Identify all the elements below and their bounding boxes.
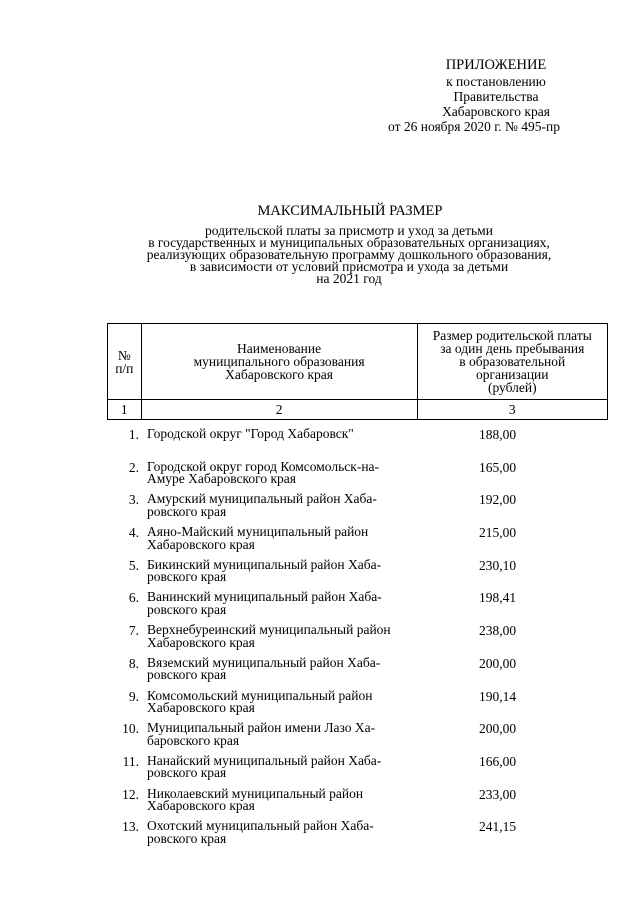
row-name-line: Амуре Хабаровского края [147, 471, 297, 487]
row-rate: 200,00 [479, 655, 517, 671]
row-rate: 166,00 [479, 753, 517, 769]
row-municipality-name [147, 428, 417, 441]
row-municipality-name [147, 591, 417, 616]
header-cell-rate: Размер родительской платы за один день пребывания в образовательной организации (рублей) [417, 324, 607, 400]
row-number: 12. [122, 786, 139, 802]
table-row [107, 752, 608, 788]
row-municipality-name [147, 752, 417, 781]
row-municipality-name [147, 556, 417, 585]
table-row [107, 624, 608, 657]
table-row [107, 654, 608, 690]
annex-line-region: Хабаровского края [442, 104, 550, 119]
column-index-row [108, 400, 608, 420]
table-row [107, 556, 608, 592]
column-index-cell: 2 [141, 400, 417, 420]
row-name-line: Комсомольский муниципальный район [147, 687, 373, 703]
row-number: 13. [122, 819, 139, 835]
row-municipality-name [147, 526, 417, 551]
row-name-line: ровского края [147, 667, 227, 683]
row-rate: 192,00 [479, 492, 517, 508]
row-number: 11. [122, 753, 139, 769]
row-name-line: Николаевский муниципальный район [147, 785, 364, 801]
row-rate: 241,15 [479, 819, 517, 835]
row-name-line: ровского края [147, 765, 227, 781]
row-name-line: Амурский муниципальный район Хаба- [147, 491, 377, 507]
row-municipality-name [147, 820, 417, 845]
row-number: 5. [128, 557, 139, 573]
row-number: 6. [128, 590, 139, 606]
row-number: 3. [128, 492, 139, 508]
row-number: 10. [122, 721, 139, 737]
row-rate: 188,00 [479, 427, 517, 442]
table-row [107, 493, 608, 526]
row-rate: 165,00 [479, 459, 517, 475]
table-row [107, 687, 608, 723]
row-municipality-name [147, 624, 417, 649]
table-row [107, 591, 608, 624]
row-rate: 238,00 [479, 623, 517, 639]
row-name-line: ровского края [147, 830, 227, 846]
row-name-line: ровского края [147, 503, 227, 519]
row-rate: 230,10 [479, 557, 517, 573]
row-name-line: Аяно-Майский муниципальный район [147, 524, 369, 540]
row-municipality-name [147, 722, 417, 747]
document-subtitle-line: реализующих образовательную программу дошкольного образования, [146, 247, 552, 262]
annex-line-date: от 26 ноября 2020 г. № 495-пр [388, 119, 560, 134]
row-name-line: баровского края [147, 732, 240, 748]
table-row [107, 785, 608, 821]
table-row [107, 526, 608, 559]
annex-block [346, 58, 606, 134]
row-rate: 233,00 [479, 786, 517, 802]
document-title-block [0, 203, 640, 285]
row-name-line: Хабаровского края [147, 634, 255, 650]
column-index-cell: 1 [108, 400, 142, 420]
row-rate: 190,14 [479, 688, 517, 704]
row-number: 4. [128, 525, 139, 541]
row-name-line: Ванинский муниципальный район Хаба- [147, 589, 382, 605]
row-name-line: Вяземский муниципальный район Хаба- [147, 654, 381, 670]
row-name-line: Городской округ "Город Хабаровск" [147, 426, 354, 441]
row-name-line: Городской округ город Комсомольск-на- [147, 458, 380, 474]
row-rate: 200,00 [479, 721, 517, 737]
document-subtitle-line: родительской платы за присмотр и уход за детьми [205, 223, 493, 238]
row-municipality-name [147, 654, 417, 683]
row-municipality-name [147, 785, 417, 814]
document-title: МАКСИМАЛЬНЫЙ РАЗМЕР [257, 203, 443, 219]
row-number: 1. [128, 427, 139, 442]
document-subtitle-line: в государственных и муниципальных образовательных организациях, [148, 235, 550, 250]
table-header [107, 323, 608, 420]
row-name-line: Хабаровского края [147, 536, 255, 552]
row-name-line: Бикинский муниципальный район Хаба- [147, 556, 382, 572]
row-municipality-name [147, 458, 417, 487]
document-subtitle-line: в зависимости от условий присмотра и ухода за детьми [189, 259, 509, 274]
row-name-line: Верхнебуреинский муниципальный район [147, 622, 391, 638]
row-name-line: ровского края [147, 601, 227, 617]
row-number: 7. [128, 623, 139, 639]
table-row [107, 820, 608, 853]
table-row [107, 722, 608, 755]
row-number: 8. [128, 655, 139, 671]
row-municipality-name [147, 493, 417, 518]
document-subtitle-line: на 2021 год [316, 271, 382, 286]
row-municipality-name [147, 687, 417, 715]
row-rate: 215,00 [479, 525, 517, 541]
annex-line-resolution: к постановлению [446, 74, 546, 89]
table-body [107, 428, 608, 853]
table-row [107, 458, 608, 494]
row-name-line: Охотский муниципальный район Хаба- [147, 818, 374, 834]
table-row [107, 428, 608, 461]
row-name-line: Муниципальный район имени Лазо Ха- [147, 720, 376, 736]
row-rate: 198,41 [479, 590, 517, 606]
annex-title: ПРИЛОЖЕНИЕ [445, 57, 547, 73]
annex-line-government: Правительства [453, 89, 539, 104]
column-index-cell: 3 [417, 400, 607, 420]
row-name-line: Хабаровского края [147, 700, 255, 715]
row-name-line: Хабаровского края [147, 798, 255, 814]
row-name-line: ровского края [147, 569, 227, 585]
header-cell-number: № п/п [108, 324, 142, 400]
row-number: 2. [128, 459, 139, 475]
row-name-line: Нанайский муниципальный район Хаба- [147, 752, 382, 768]
row-number: 9. [128, 688, 139, 704]
header-cell-name: Наименование муниципального образования Хабаровского края [141, 324, 417, 400]
